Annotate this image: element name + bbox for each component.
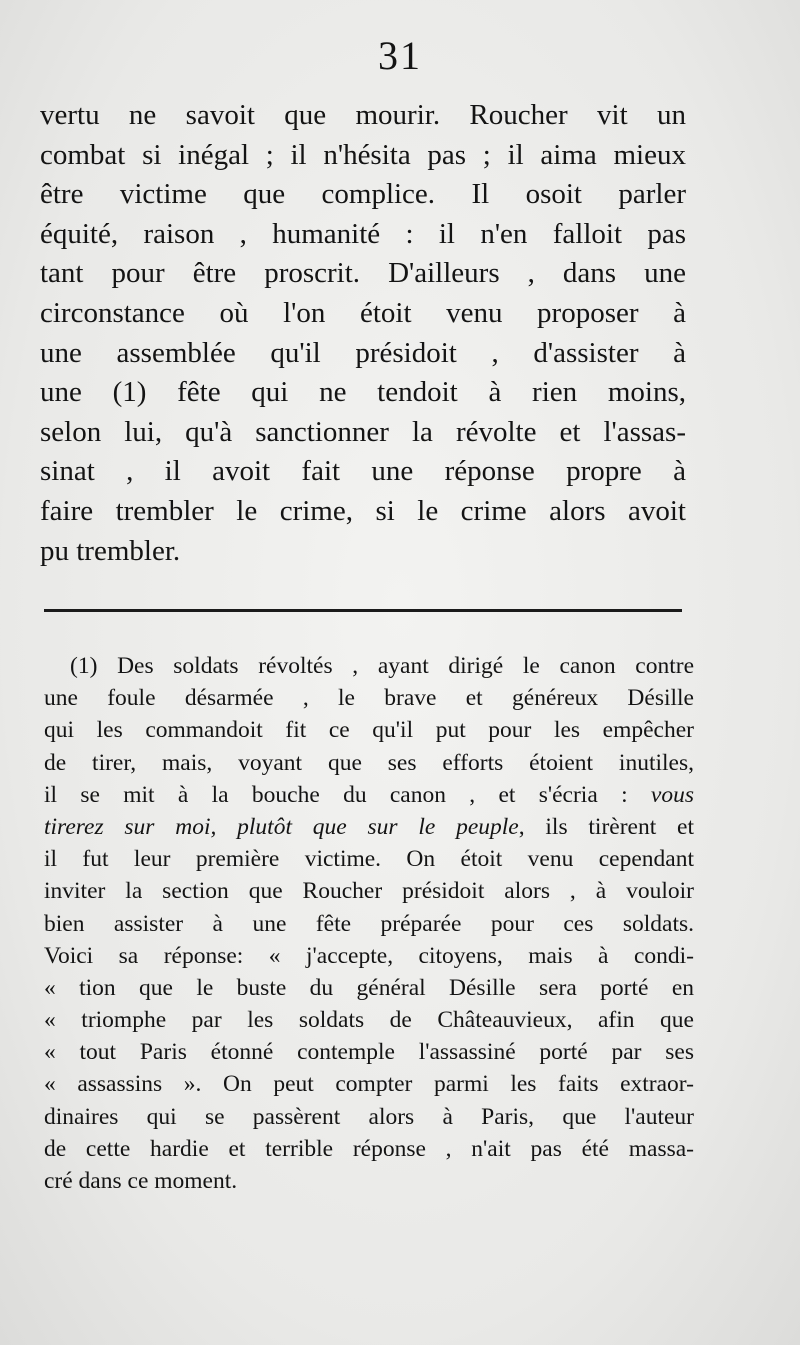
page-number: 31	[378, 33, 422, 78]
footnote-line: « tion que le buste du général Désille sera porté en	[44, 974, 694, 1001]
footnote-divider	[44, 609, 682, 612]
footnote-line: de tirer, mais, voyant que ses efforts étoient inutiles,	[44, 749, 694, 776]
footnote-line: cré dans ce moment.	[44, 1168, 238, 1194]
body-line: faire trembler le crime, si le crime alors avoit	[40, 494, 686, 527]
footnote-line: « triomphe par les soldats de Châteauvieux, afin que	[44, 1007, 694, 1034]
body-line: tant pour être proscrit. D'ailleurs , dans une	[40, 257, 686, 290]
body-line: équité, raison , humanité : il n'en falloit pas	[40, 217, 686, 250]
footnote-line: « tout Paris étonné contemple l'assassiné porté par ses	[44, 1039, 694, 1066]
footnote-line: dinaires qui se passèrent alors à Paris, que l'auteur	[44, 1103, 694, 1130]
body-line: circonstance où l'on étoit venu proposer à	[40, 296, 686, 329]
body-line: selon lui, qu'à sanctionner la révolte et l'assas-	[40, 415, 686, 448]
body-line: être victime que complice. Il osoit parler	[40, 178, 686, 211]
footnote-italic-text: vous	[650, 781, 694, 808]
footnote-line: « assassins ». On peut compter parmi les faits extraor-	[44, 1071, 694, 1098]
footnote-line: il fut leur première victime. On étoit venu cependant	[44, 846, 694, 873]
footnote-line	[44, 811, 694, 843]
footnote-text: , ils tirèrent et	[518, 813, 694, 840]
footnote-line: qui les commandoit fit ce qu'il put pour les empêcher	[44, 717, 694, 744]
footnote	[44, 650, 694, 1197]
footnote-line: une foule désarmée , le brave et généreux Désille	[44, 685, 694, 712]
body-line: vertu ne savoit que mourir. Roucher vit un	[40, 99, 686, 131]
body-paragraph	[40, 96, 686, 571]
footnote-line	[44, 779, 694, 811]
body-line: une (1) fête qui ne tendoit à rien moins,	[40, 376, 686, 409]
body-line: une assemblée qu'il présidoit , d'assister à	[40, 336, 686, 369]
footnote-line: (1) Des soldats révoltés , ayant dirigé le canon contre	[70, 653, 694, 679]
body-line: combat si inégal ; il n'hésita pas ; il aima mieux	[40, 138, 686, 171]
footnote-italic-text: tirerez sur moi, plutôt que sur le peuple	[44, 813, 519, 840]
body-line: pu trembler.	[40, 534, 181, 567]
footnote-text: il se mit à la bouche du canon , et s'écria :	[44, 781, 628, 808]
footnote-line: bien assister à une fête préparée pour ces soldats.	[44, 910, 694, 937]
footnote-line: de cette hardie et terrible réponse , n'ait pas été massa-	[44, 1135, 694, 1162]
body-line: sinat , il avoit fait une réponse propre à	[40, 455, 686, 488]
footnote-line: inviter la section que Roucher présidoit alors , à vouloir	[44, 878, 694, 905]
footnote-line: Voici sa réponse: « j'accepte, citoyens, mais à condi-	[44, 942, 694, 969]
